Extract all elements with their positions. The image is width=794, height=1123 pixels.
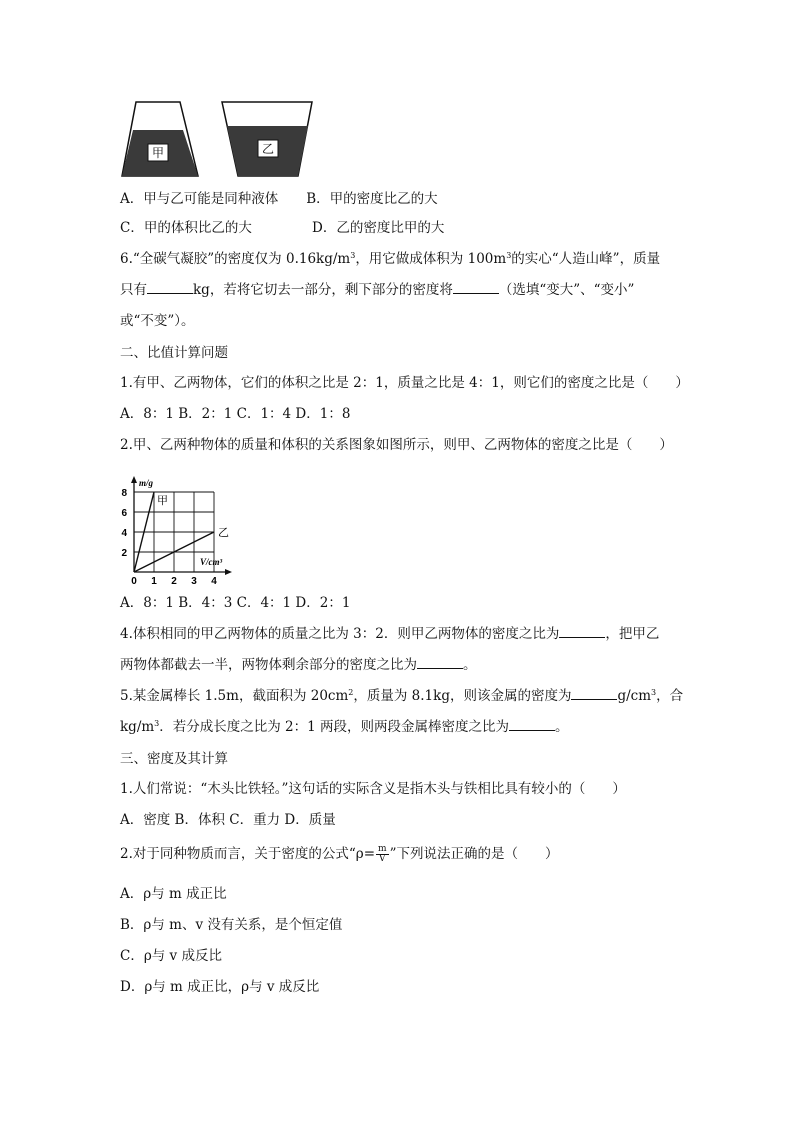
- beaker-yi-label: 乙: [261, 142, 275, 156]
- q5-text: kg/m: [120, 719, 155, 735]
- density-formula-fraction: [376, 845, 389, 864]
- y-axis-arrow: [131, 476, 137, 483]
- answer-blank[interactable]: [571, 687, 617, 700]
- beaker-jia: [122, 102, 198, 176]
- q4-text: 。: [463, 657, 477, 673]
- s2-question-4-line-1: [120, 625, 659, 643]
- x-tick-label: 0: [131, 576, 137, 586]
- beaker-jia-label: 甲: [151, 146, 165, 160]
- x-tick-label: 1: [151, 576, 157, 586]
- superscript: 3: [651, 688, 657, 697]
- superscript: 3: [350, 251, 356, 260]
- answer-blank[interactable]: [147, 281, 193, 294]
- q5-text: 5.某金属棒长 1.5m，截面积为 20cm: [120, 688, 349, 704]
- q6-text: kg，若将它切去一部分，剩下部分的密度将: [193, 282, 453, 298]
- q6-text: 只有: [120, 282, 147, 298]
- answer-blank[interactable]: [559, 625, 605, 638]
- q6-text: 6.“全碳气凝胶”的密度仅为 0.16kg/m: [120, 251, 351, 267]
- x-axis-label: V/cm³: [200, 557, 223, 567]
- q6-text: ，用它做成体积为 100m: [355, 251, 507, 267]
- q6-text: （选填“变大”、“变小”: [498, 282, 635, 298]
- q5-option-d: D．乙的密度比甲的大: [312, 220, 445, 236]
- s3-option-a: A．ρ与 m 成正比: [120, 886, 227, 902]
- q4-text: 4.体积相同的甲乙两物体的质量之比为 3：2．则甲乙两物体的密度之比为: [120, 626, 560, 642]
- q5-option-a: A．甲与乙可能是同种液体: [120, 191, 279, 207]
- section2-title: 二、比值计算问题: [120, 345, 228, 361]
- q6-line-3: 或“不变”）。: [120, 313, 195, 329]
- answer-blank[interactable]: [417, 656, 463, 669]
- q5-option-row-1: [120, 190, 438, 208]
- q6-line-1: [120, 250, 660, 268]
- fraction-numerator: m: [378, 844, 387, 854]
- answer-blank[interactable]: [509, 718, 555, 731]
- s2-question-5-line-2: [120, 718, 569, 736]
- s3-question-2: [120, 845, 558, 864]
- q5-text: ，合: [656, 688, 684, 704]
- s2-question-2: 2.甲、乙两种物体的质量和体积的关系图象如图所示，则甲、乙两物体的密度之比是（ ）: [120, 437, 673, 453]
- superscript: 3: [154, 719, 160, 728]
- mass-volume-chart: [116, 464, 256, 586]
- s3-question-1-options: A．密度 B．体积 C．重力 D．质量: [120, 812, 336, 828]
- s2-question-1-options: A．8：1 B．2：1 C．1：4 D．1：8: [120, 406, 351, 422]
- q5-text: 。: [555, 719, 569, 735]
- s3-option-b: B．ρ与 m、v 没有关系，是个恒定值: [120, 917, 343, 933]
- y-tick-label: 8: [121, 488, 127, 499]
- superscript: 3: [506, 251, 512, 260]
- x-tick-label: 4: [211, 576, 217, 586]
- s2-question-2-options: A．8：1 B．4：3 C．4：1 D．2：1: [120, 595, 351, 611]
- fraction-denominator: V: [379, 854, 386, 864]
- answer-blank[interactable]: [453, 281, 499, 294]
- q2-text: ”下列说法正确的是（ ）: [389, 846, 559, 862]
- q6-line-2: [120, 281, 634, 299]
- s3-option-c: C．ρ与 v 成反比: [120, 948, 222, 964]
- s3-option-d: D．ρ与 m 成正比，ρ与 v 成反比: [120, 979, 320, 995]
- y-tick-label: 4: [121, 528, 127, 539]
- beakers-figure: [118, 98, 318, 180]
- x-tick-label: 3: [191, 576, 197, 586]
- q6-text: 的实心“人造山峰”，质量: [511, 251, 661, 267]
- beaker-yi: [222, 102, 312, 176]
- y-tick-label: 6: [121, 508, 127, 519]
- q5-option-row-2: [120, 219, 444, 237]
- q2-text: 2.对于同种物质而言，关于密度的公式“ρ=: [120, 846, 376, 862]
- q5-text: ，质量为 8.1kg，则该金属的密度为: [353, 688, 572, 704]
- x-tick-label: 2: [171, 576, 177, 586]
- x-axis-arrow: [225, 569, 232, 575]
- s3-question-1: 1.人们常说：“木头比铁轻。”这句话的实际含义是指木头与铁相比具有较小的（ ）: [120, 781, 626, 797]
- q4-text: ，把甲乙: [605, 626, 660, 642]
- q5-text: g/cm: [617, 688, 652, 704]
- series-label: 乙: [218, 526, 229, 539]
- s2-question-5-line-1: [120, 687, 683, 705]
- superscript: 2: [348, 688, 354, 697]
- q4-text: 两物体都截去一半，两物体剩余部分的密度之比为: [120, 657, 417, 673]
- s2-question-1: 1.有甲、乙两物体，它们的体积之比是 2：1，质量之比是 4：1，则它们的密度之比是（ ）: [120, 375, 689, 391]
- q5-text: ．若分成长度之比为 2：1 两段，则两段金属棒密度之比为: [159, 719, 510, 735]
- s2-question-4-line-2: [120, 656, 477, 674]
- series-label: 甲: [157, 494, 168, 507]
- y-axis-label: m/g: [139, 478, 154, 488]
- q5-option-c: C．甲的体积比乙的大: [120, 220, 252, 236]
- q5-option-b: B．甲的密度比乙的大: [306, 191, 438, 207]
- y-tick-label: 2: [121, 548, 127, 559]
- section3-title: 三、密度及其计算: [120, 751, 228, 767]
